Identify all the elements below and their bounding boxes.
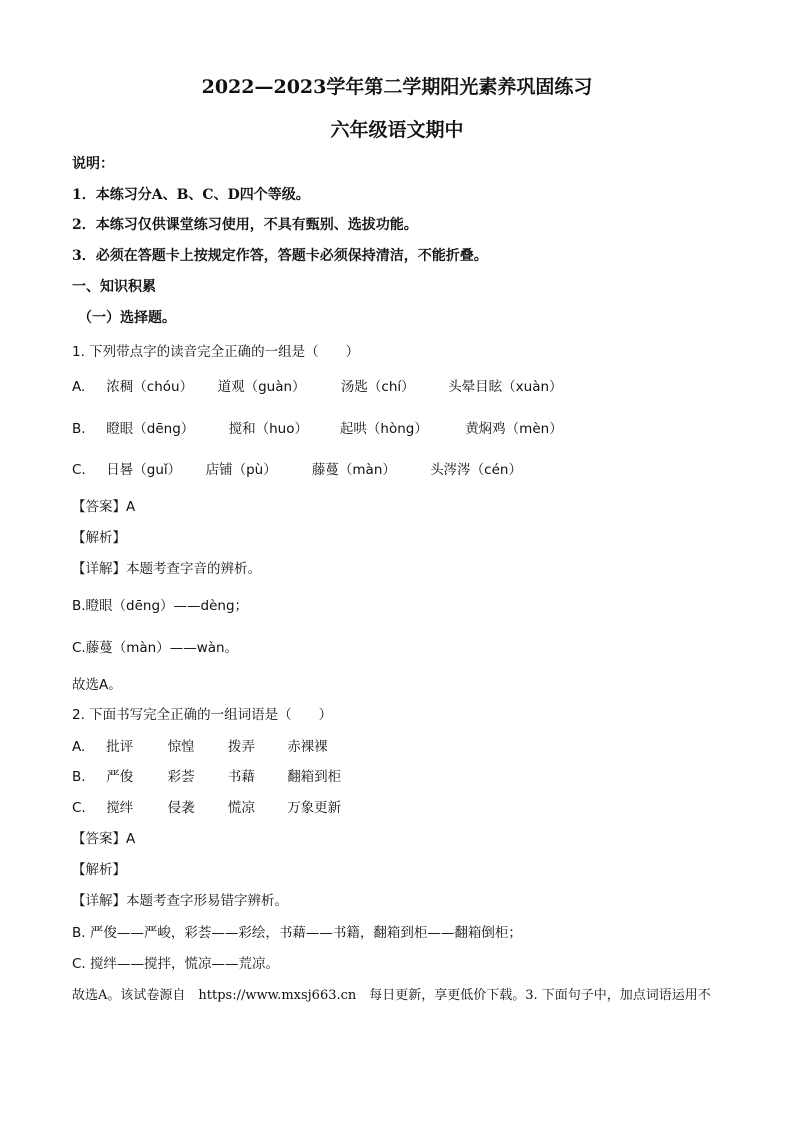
option-label: B. <box>72 421 86 437</box>
option-item: 搅和（huo） <box>228 421 308 437</box>
question-2-detail: 【详解】本题考查字形易错字辨析。 <box>72 893 288 909</box>
option-item: 起哄（hòng） <box>339 421 428 437</box>
option-item: 日晷（guǐ） <box>106 462 182 478</box>
instruction-item: 1．本练习分A、B、C、D四个等级。 <box>72 187 310 203</box>
option-item: 慌凉 <box>227 800 255 816</box>
question-2-note: C. 搅绊——搅拌，慌凉——荒凉。 <box>72 956 280 972</box>
option-item: 搅绊 <box>106 800 134 816</box>
instruction-item: 3．必须在答题卡上按规定作答，答题卡必须保持清洁，不能折叠。 <box>72 248 488 264</box>
question-1-option-a <box>72 375 563 395</box>
option-item: 批评 <box>106 739 134 755</box>
option-item: 头涔涔（cén） <box>430 462 522 478</box>
question-1-detail: 【详解】本题考查字音的辨析。 <box>72 561 261 577</box>
option-label: C. <box>72 800 86 816</box>
option-item: 侵袭 <box>167 800 195 816</box>
option-item: 书藉 <box>227 769 255 785</box>
question-2-option-a <box>72 735 328 755</box>
option-item: 店铺（pù） <box>205 462 277 478</box>
option-label: B. <box>72 769 86 785</box>
option-item: 黄焖鸡（mèn） <box>465 421 563 437</box>
option-item: 瞪眼（dēng） <box>106 421 195 437</box>
option-label: A. <box>72 379 86 395</box>
question-1-option-b <box>72 417 563 437</box>
question-1-note: C.藤蔓（màn）——wàn。 <box>72 640 239 656</box>
option-item: 彩荟 <box>167 769 195 785</box>
option-item: 汤匙（chí） <box>340 379 415 395</box>
document-subtitle: 六年级语文期中 <box>330 119 464 141</box>
option-item: 头晕目眩（xuàn） <box>448 379 563 395</box>
question-2-option-c <box>72 796 341 816</box>
option-item: 浓稠（chóu） <box>106 379 194 395</box>
option-item: 翻箱到柜 <box>287 769 342 785</box>
footer-line: 故选A。该试卷源自 https://www.mxsj663.cn 每日更新，享更低价下载。3. 下面句子中，加点词语运用不 <box>72 988 711 1003</box>
section-heading: 一、知识积累 <box>72 279 156 295</box>
option-item: 赤裸裸 <box>287 739 328 755</box>
instructions-heading: 说明： <box>72 156 114 172</box>
option-item: 道观（guàn） <box>217 379 306 395</box>
question-1-conclusion: 故选A。 <box>72 677 122 693</box>
question-2-analysis: 【解析】 <box>72 862 126 878</box>
option-item: 惊惶 <box>167 739 195 755</box>
question-1-answer: 【答案】A <box>72 499 136 515</box>
option-item: 藤蔓（màn） <box>311 462 396 478</box>
question-1-analysis: 【解析】 <box>72 530 126 546</box>
question-2-note: B. 严俊——严峻，彩荟——彩绘，书藉——书籍，翻箱到柜——翻箱倒柜； <box>72 925 522 941</box>
option-item: 严俊 <box>106 769 134 785</box>
option-label: A. <box>72 739 86 755</box>
question-1-option-c <box>72 458 522 478</box>
section-subheading: （一）选择题。 <box>78 310 176 326</box>
question-2-stem: 2. 下面书写完全正确的一组词语是（ ） <box>72 707 333 723</box>
option-label: C. <box>72 462 86 478</box>
option-item: 拨弄 <box>227 739 255 755</box>
option-item: 万象更新 <box>287 800 342 816</box>
question-2-option-b <box>72 765 341 785</box>
question-1-note: B.瞪眼（dēng）——dèng； <box>72 598 249 614</box>
instruction-item: 2．本练习仅供课堂练习使用，不具有甄别、选拔功能。 <box>72 217 418 233</box>
question-2-answer: 【答案】A <box>72 831 136 847</box>
question-1-stem: 1. 下列带点字的读音完全正确的一组是（ ） <box>72 344 360 360</box>
document-title: 2022—2023学年第二学期阳光素养巩固练习 <box>201 76 593 98</box>
